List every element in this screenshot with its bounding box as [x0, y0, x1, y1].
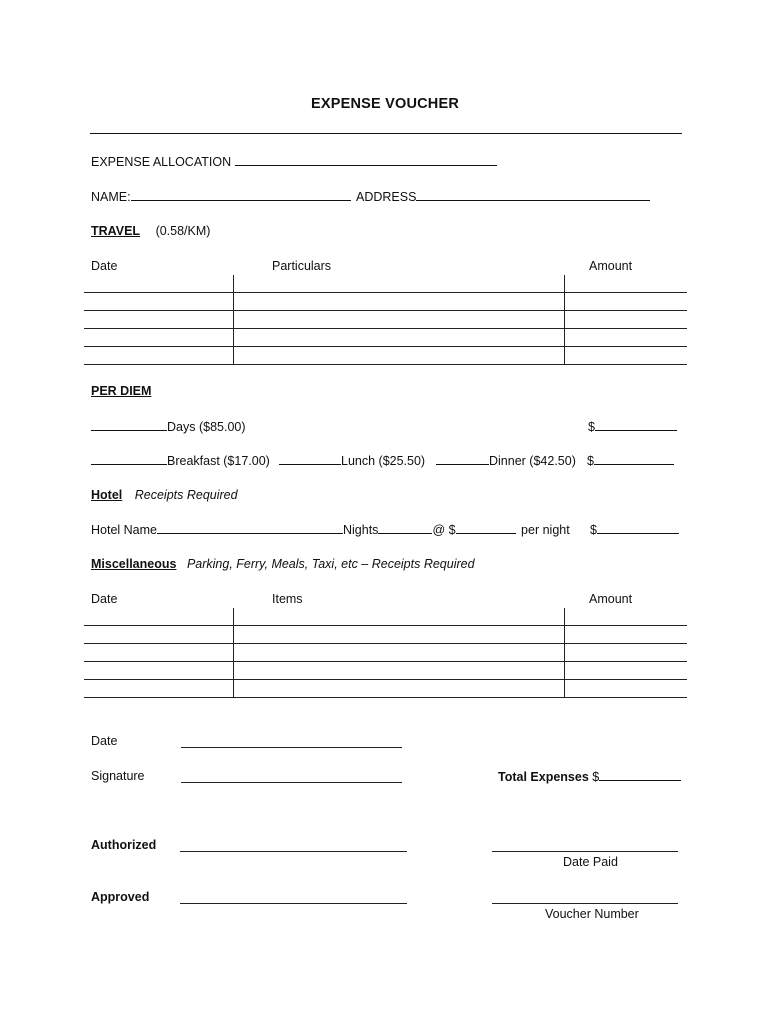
total-expenses-row: [498, 769, 681, 784]
nightly-rate-field[interactable]: [456, 522, 516, 534]
meals-currency: $: [587, 454, 594, 468]
misc-table-divider-1: [233, 608, 234, 698]
hotel-note: Receipts Required: [134, 488, 238, 502]
travel-label: TRAVEL: [91, 224, 141, 238]
per-diem-days-row: [91, 419, 246, 434]
expense-allocation-field[interactable]: [235, 154, 497, 166]
days-label: Days ($85.00): [167, 420, 246, 434]
address-field[interactable]: [416, 189, 650, 201]
hotel-amount: [590, 522, 679, 537]
authorized-field[interactable]: [180, 851, 407, 852]
name-label: NAME:: [91, 190, 131, 204]
hotel-amount-field[interactable]: [597, 522, 679, 534]
expense-allocation-row: [91, 154, 497, 169]
days-field[interactable]: [91, 419, 167, 431]
name-field[interactable]: [131, 189, 351, 201]
days-amount: [588, 419, 677, 434]
days-amount-field[interactable]: [595, 419, 677, 431]
per-diem-label: PER DIEM: [91, 384, 152, 398]
meals-amount: [587, 453, 674, 468]
address-row: [356, 189, 650, 204]
total-expenses-label: Total Expenses: [498, 770, 589, 784]
page-title: EXPENSE VOUCHER: [310, 96, 460, 112]
table-row[interactable]: [84, 364, 687, 365]
per-night-label: per night: [521, 523, 570, 537]
dinner-label: Dinner ($42.50): [489, 454, 576, 468]
signature-label: Signature: [91, 769, 145, 783]
voucher-number-label: Voucher Number: [545, 907, 639, 921]
hotel-name-label: Hotel Name: [91, 523, 157, 537]
misc-table-divider-2: [564, 608, 565, 698]
total-currency: $: [592, 770, 600, 784]
table-row[interactable]: [84, 292, 687, 293]
signature-field[interactable]: [181, 782, 402, 783]
lunch-group: [279, 453, 425, 468]
nights-label: Nights: [343, 523, 379, 537]
address-label: ADDRESS: [356, 190, 417, 204]
dinner-field[interactable]: [436, 453, 489, 465]
rate-at-label: @ $: [432, 523, 456, 537]
travel-col-particulars: Particulars: [272, 259, 332, 273]
misc-heading: [91, 557, 475, 571]
table-row[interactable]: [84, 643, 687, 644]
table-row[interactable]: [84, 328, 687, 329]
hotel-name-row: [91, 522, 570, 537]
table-row[interactable]: [84, 697, 687, 698]
date-paid-field[interactable]: [492, 851, 678, 852]
hotel-heading: [91, 488, 238, 502]
meals-amount-field[interactable]: [594, 453, 674, 465]
hotel-currency: $: [590, 523, 597, 537]
approved-field[interactable]: [180, 903, 407, 904]
misc-col-date: Date: [91, 592, 118, 606]
travel-rate: (0.58/KM): [155, 224, 211, 238]
name-row: [91, 189, 351, 204]
approved-label: Approved: [91, 890, 150, 904]
table-row[interactable]: [84, 661, 687, 662]
expense-allocation-label: EXPENSE ALLOCATION: [91, 155, 232, 169]
travel-col-amount: Amount: [589, 259, 633, 273]
days-currency: $: [588, 420, 595, 434]
table-row[interactable]: [84, 679, 687, 680]
lunch-label: Lunch ($25.50): [341, 454, 426, 468]
hotel-name-field[interactable]: [157, 522, 343, 534]
title-divider: [90, 133, 682, 134]
meals-row: [91, 453, 270, 468]
nights-field[interactable]: [378, 522, 432, 534]
total-expenses-field[interactable]: [599, 769, 681, 781]
misc-col-amount: Amount: [589, 592, 633, 606]
hotel-label: Hotel: [91, 488, 123, 502]
table-row[interactable]: [84, 346, 687, 347]
table-row[interactable]: [84, 625, 687, 626]
lunch-field[interactable]: [279, 453, 341, 465]
travel-col-date: Date: [91, 259, 118, 273]
dinner-group: [436, 453, 576, 468]
breakfast-field[interactable]: [91, 453, 167, 465]
footer-date-field[interactable]: [181, 747, 402, 748]
footer-date-label: Date: [91, 734, 118, 748]
misc-note: Parking, Ferry, Meals, Taxi, etc – Receipts Required: [186, 557, 475, 571]
authorized-label: Authorized: [91, 838, 157, 852]
travel-table-divider-1: [233, 275, 234, 365]
travel-table-divider-2: [564, 275, 565, 365]
travel-heading: [91, 224, 210, 238]
misc-label: Miscellaneous: [91, 557, 177, 571]
date-paid-label: Date Paid: [563, 855, 618, 869]
breakfast-label: Breakfast ($17.00): [167, 454, 270, 468]
voucher-number-field[interactable]: [492, 903, 678, 904]
table-row[interactable]: [84, 310, 687, 311]
misc-col-items: Items: [272, 592, 303, 606]
